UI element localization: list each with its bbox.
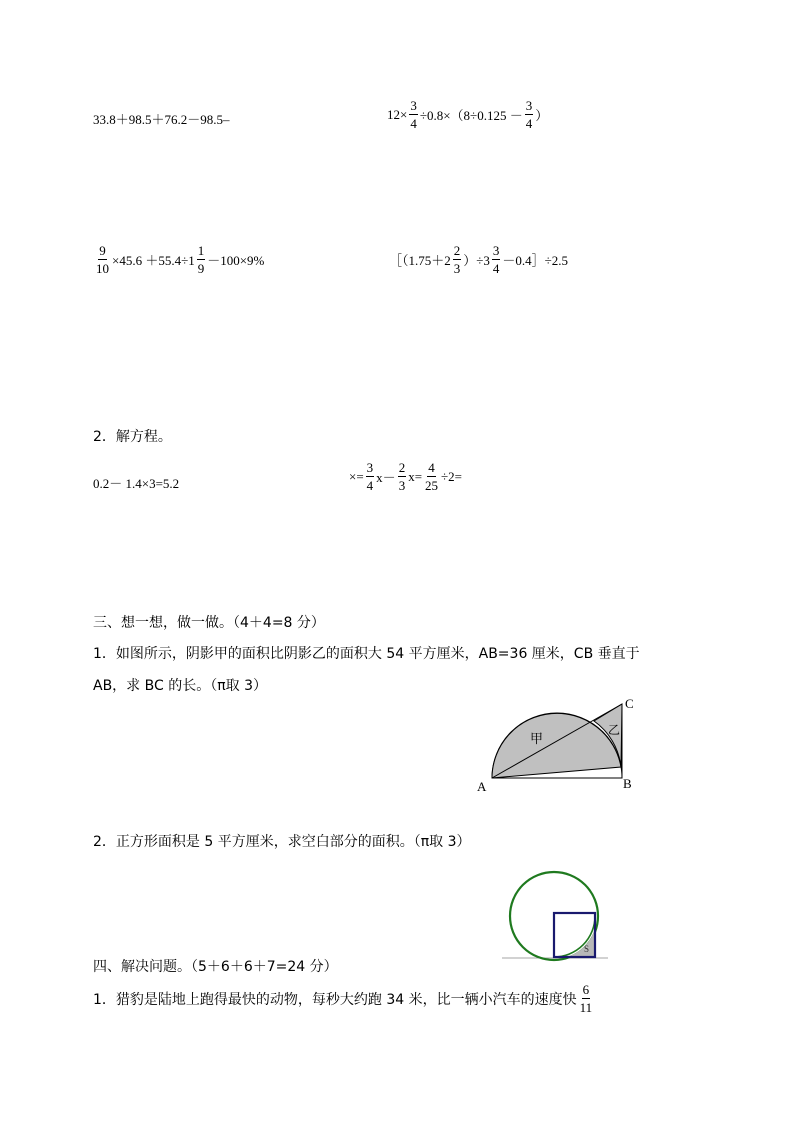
fraction: $\frac{4}{25}$ <box>425 460 439 493</box>
label-b: B <box>623 776 632 791</box>
fraction: $\frac{3}{4}$ <box>366 460 374 493</box>
expr-text: ［（1.75＋2 <box>389 253 451 268</box>
equation-2 <box>349 461 462 492</box>
fraction: $\frac{9}{10}$ <box>96 243 109 276</box>
question-3-1-line-2: AB，求 BC 的长。（π取 3） <box>93 678 268 694</box>
shaded-corner <box>566 928 595 957</box>
fraction: $\frac{2}{3}$ <box>398 460 406 493</box>
fraction: $\frac{3}{4}$ <box>410 98 417 131</box>
expr-text: －0.4］÷2.5 <box>502 253 569 268</box>
calc-expression-4 <box>389 244 568 275</box>
expr-text: ×= <box>349 468 364 484</box>
calc-expression-1 <box>93 109 230 128</box>
expr-text: 12× <box>387 106 408 122</box>
fraction: $\frac{3}{4}$ <box>525 98 533 131</box>
label-jia: 甲 <box>530 732 544 747</box>
calc-expression-2 <box>387 99 548 130</box>
question-3-2: 2．正方形面积是 5 平方厘米，求空白部分的面积。（π取 3） <box>93 834 471 850</box>
label-s: S <box>584 944 590 954</box>
expr-text: －100×9% <box>207 253 265 268</box>
question-4-1-text: 1．猎豹是陆地上跑得最快的动物，每秒大约跑 34 米，比一辆小汽车的速度快 <box>93 991 577 1008</box>
section-4-heading: 四、解决问题。（5＋6＋6＋7=24 分） <box>93 959 338 975</box>
calc-expression-3 <box>93 244 264 275</box>
expr-text: x－ <box>376 470 396 485</box>
label-c: C <box>625 696 634 711</box>
fraction: $\frac{3}{4}$ <box>492 243 500 276</box>
equations-heading: 2．解方程。 <box>93 429 172 445</box>
label-yi: 乙 <box>608 723 621 737</box>
section-3-heading: 三、想一想，做一做。（4＋4=8 分） <box>93 615 325 631</box>
expr-text: ）÷3 <box>463 253 490 268</box>
expr-text: 33.8＋98.5＋76.2－98.5– <box>93 112 230 127</box>
expr-text: ÷2= <box>441 468 462 484</box>
fraction: $\frac{6}{11}$ <box>579 982 593 1015</box>
fraction: $\frac{1}{9}$ <box>197 243 205 276</box>
expr-text: ÷0.8×（8÷0.125 － <box>419 108 523 123</box>
expr-text: ） <box>535 108 549 123</box>
fraction: $\frac{2}{3}$ <box>453 243 461 276</box>
equation-1: 0.2－ 1.4×3=5.2 <box>93 476 180 491</box>
circle-square-figure <box>500 866 610 962</box>
semicircle-triangle-figure <box>470 690 645 800</box>
question-3-1-line-1: 1．如图所示，阴影甲的面积比阴影乙的面积大 54 平方厘米，AB=36 厘米，CB 垂直于 <box>93 646 640 662</box>
expr-text: x= <box>408 468 423 484</box>
question-4-1 <box>93 983 595 1014</box>
expr-text: ×45.6 ＋55.4÷1 <box>112 253 195 268</box>
label-a: A <box>477 779 487 794</box>
